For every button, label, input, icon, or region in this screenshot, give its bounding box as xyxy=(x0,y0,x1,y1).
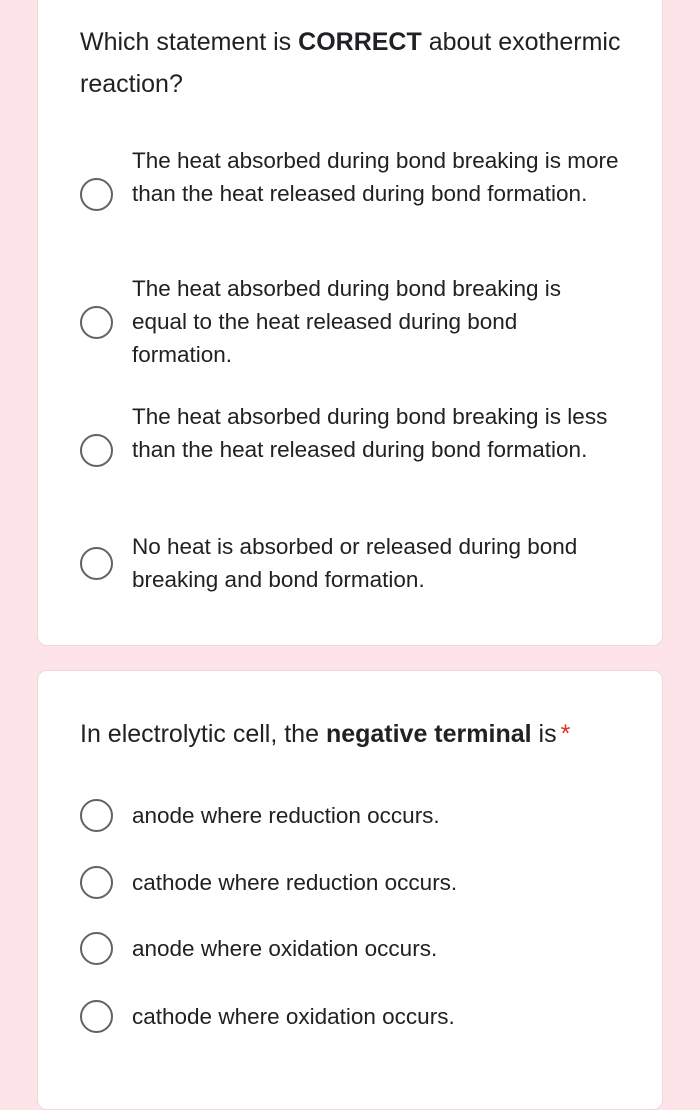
required-asterisk: * xyxy=(560,720,571,748)
option-label: The heat absorbed during bond breaking is less than the heat released during bond formation. xyxy=(132,404,608,462)
q2-option-3[interactable] xyxy=(38,929,662,969)
q1-option-3[interactable] xyxy=(38,397,662,507)
radio-button[interactable] xyxy=(80,932,113,965)
option-label: anode where reduction occurs. xyxy=(132,803,440,828)
question-title-2: In electrolytic cell, the negative terminal is * xyxy=(80,720,571,748)
q2-option-1[interactable] xyxy=(38,796,662,836)
question-title-1: Which statement is CORRECT about exothermic reaction? xyxy=(80,28,621,98)
option-label: cathode where oxidation occurs. xyxy=(132,1004,455,1029)
q1-option-4[interactable] xyxy=(38,527,662,637)
q2-option-2[interactable] xyxy=(38,863,662,903)
radio-button[interactable] xyxy=(80,1000,113,1033)
q2-option-4[interactable] xyxy=(38,997,662,1037)
radio-button[interactable] xyxy=(80,547,113,580)
option-label: anode where oxidation occurs. xyxy=(132,936,438,961)
radio-button[interactable] xyxy=(80,434,113,467)
radio-button[interactable] xyxy=(80,306,113,339)
radio-button[interactable] xyxy=(80,866,113,899)
question-card-2 xyxy=(37,670,663,1110)
option-label: The heat absorbed during bond breaking is equal to the heat released during bond formation. xyxy=(132,276,562,367)
radio-button[interactable] xyxy=(80,178,113,211)
radio-button[interactable] xyxy=(80,799,113,832)
option-label: The heat absorbed during bond breaking is more than the heat released during bond formation. xyxy=(132,148,619,206)
q1-option-1[interactable] xyxy=(38,141,662,251)
question-card-1 xyxy=(37,0,663,646)
option-label: No heat is absorbed or released during bond breaking and bond formation. xyxy=(132,534,578,592)
option-label: cathode where reduction occurs. xyxy=(132,870,458,895)
q1-option-2[interactable] xyxy=(38,269,662,379)
